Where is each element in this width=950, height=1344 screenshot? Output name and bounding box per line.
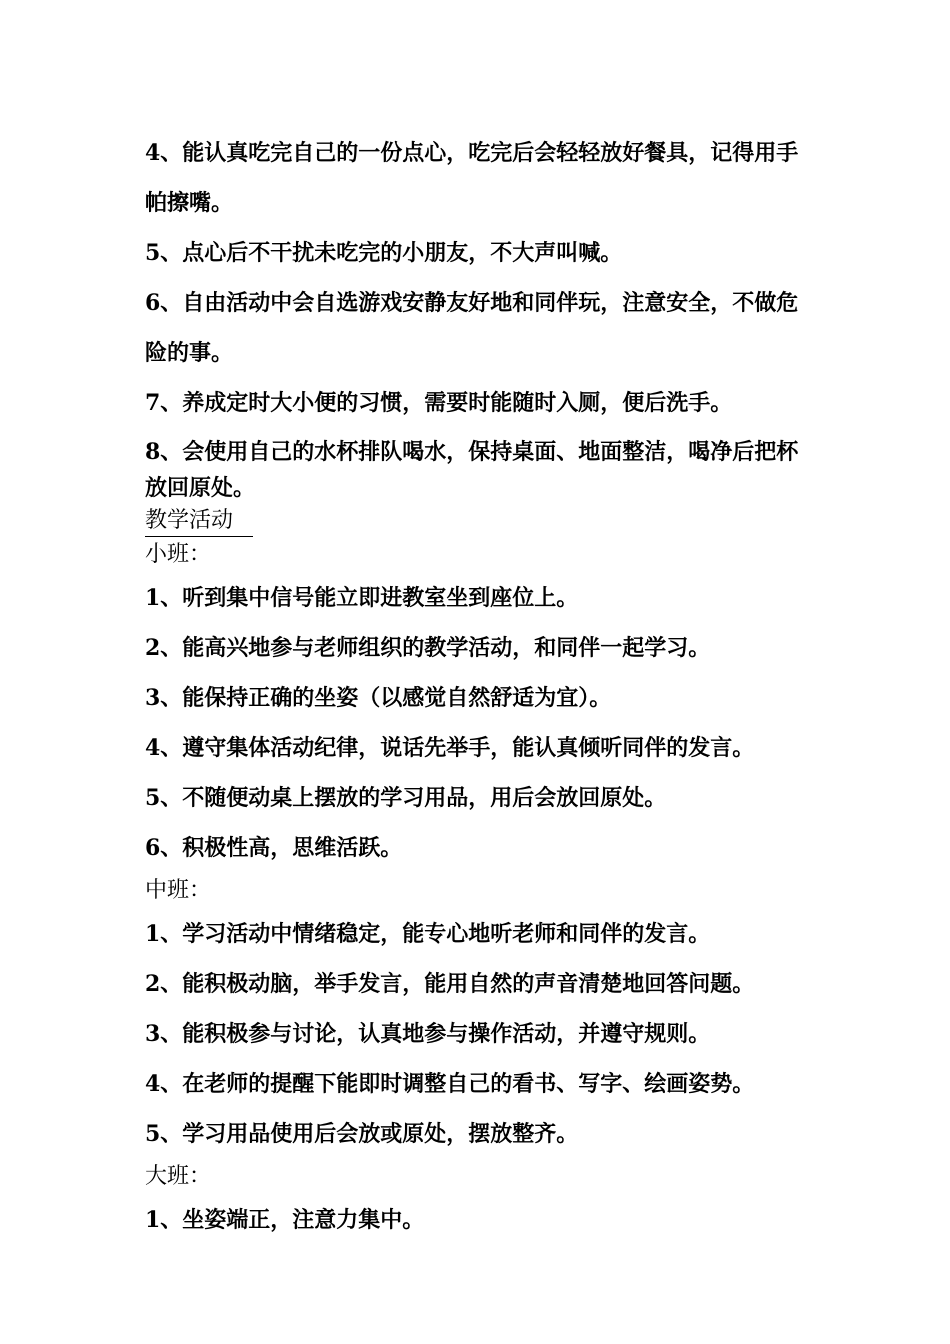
large-class-label: 大班： [145, 1164, 212, 1189]
paragraph-item-5: 5、点心后不干扰未吃完的小朋友，不大声叫喊。 [145, 240, 623, 266]
middle-class-item-4: 4、在老师的提醒下能即时调整自己的看书、写字、绘画姿势。 [145, 1071, 755, 1097]
small-class-label: 小班： [145, 542, 212, 567]
middle-class-item-5: 5、学习用品使用后会放或原处，摆放整齐。 [145, 1121, 579, 1147]
paragraph-item-7: 7、养成定时大小便的习惯，需要时能随时入厕，便后洗手。 [145, 390, 733, 416]
small-class-item-1: 1、听到集中信号能立即进教室坐到座位上。 [145, 585, 579, 611]
middle-class-item-3: 3、能积极参与讨论，认真地参与操作活动，并遵守规则。 [145, 1021, 711, 1047]
middle-class-item-2: 2、能积极动脑，举手发言，能用自然的声音清楚地回答问题。 [145, 971, 755, 997]
small-class-item-6: 6、积极性高，思维活跃。 [145, 835, 403, 861]
small-class-item-5: 5、不随便动桌上摆放的学习用品，用后会放回原处。 [145, 785, 667, 811]
middle-class-item-1: 1、学习活动中情绪稳定，能专心地听老师和同伴的发言。 [145, 921, 711, 947]
paragraph-item-4: 4、能认真吃完自己的一份点心，吃完后会轻轻放好餐具，记得用手帕擦嘴。 [145, 140, 799, 216]
middle-class-label: 中班： [145, 878, 212, 903]
section-heading-teaching: 教学活动 [145, 506, 253, 537]
paragraph-item-6: 6、自由活动中会自选游戏安静友好地和同伴玩，注意安全，不做危险的事。 [145, 290, 799, 366]
large-class-item-1: 1、坐姿端正，注意力集中。 [145, 1207, 425, 1233]
small-class-item-3: 3、能保持正确的坐姿（以感觉自然舒适为宜）。 [145, 685, 612, 711]
small-class-item-2: 2、能高兴地参与老师组织的教学活动，和同伴一起学习。 [145, 635, 711, 661]
small-class-item-4: 4、遵守集体活动纪律，说话先举手，能认真倾听同伴的发言。 [145, 735, 755, 761]
paragraph-item-8: 8、会使用自己的水杯排队喝水，保持桌面、地面整洁，喝净后把杯放回原处。 [145, 439, 799, 501]
document-page [145, 128, 815, 1245]
